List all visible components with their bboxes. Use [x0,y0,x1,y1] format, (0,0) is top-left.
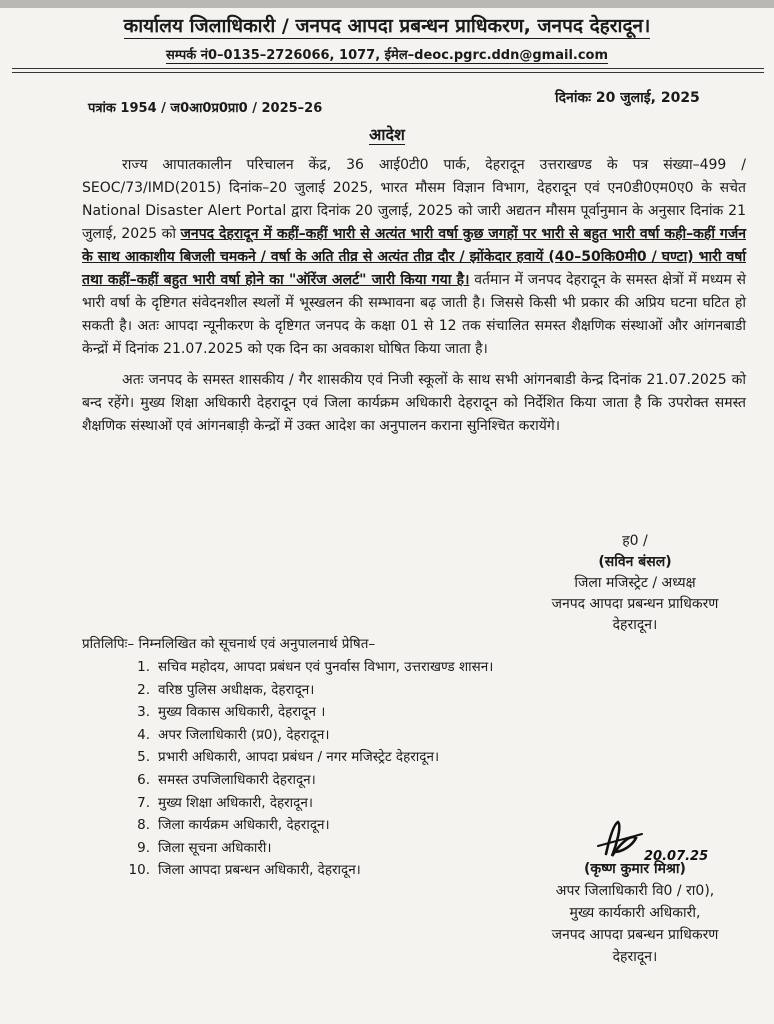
copy-to-item [120,769,493,792]
copy-to-item [120,656,493,679]
copy-to-item [120,701,493,724]
copy-to-item [120,792,493,815]
screen-top-strip [0,0,774,8]
adm-designation: अपर जिलाधिकारी वि0 / रा0), [555,883,715,899]
copy-to-item-number: 7. [137,794,150,811]
copy-to-item-number: 3. [137,704,150,721]
copy-to-item-text: जिला सूचना अधिकारी। [158,839,272,856]
adm-role: मुख्य कार्यकारी अधिकारी, [569,905,701,921]
copy-to-item-text: वरिष्ठ पुलिस अधीक्षक, देहरादून। [158,681,315,698]
copy-to-item-text: अपर जिलाधिकारी (प्र0), देहरादून। [158,726,330,743]
signature-block-adm [520,858,750,968]
paragraph-2: अतः जनपद के समस्त शासकीय / गैर शासकीय एवं निजी स्कूलों के साथ सभी आंगनबाडी केन्द्र दिनांक 21.07.2025 को बन्द रहेंगे। मुख्य शिक्षा अधिकारी देहरादून एवं जिला कार्यक्रम अधिकारी देहरादून को निर्देशित किया जाता है कि उपरोक्त समस्त शैक्षणिक संस्थाओं एवं आंगनबाड़ी केन्द्रों में उक्त आदेश का अनुपालन कराना सुनिश्चित करायेंगे। [82,372,746,434]
copy-to-item-number: 1. [137,659,150,675]
copy-to-item-text: प्रभारी अधिकारी, आपदा प्रबंधन / नगर मजिस्ट्रेट देहरादून। [158,749,440,766]
signed-mark: ह0 / [622,533,648,549]
letter-date: दिनांकः 20 जुलाई, 2025 [555,90,700,106]
contact-line: सम्पर्क नं0–0135–2726066, 1077, ईमेल–deoc.pgrc.ddn@gmail.com [165,48,609,63]
copy-to-item [120,837,493,860]
signature-block-dm [520,531,750,636]
order-title: आदेश [369,125,405,144]
adm-org: जनपद आपदा प्रबन्धन प्राधिकरण [551,927,719,943]
copy-to-item-number: 10. [128,862,150,879]
signature-date: 20.07.25 [644,849,709,864]
adm-place: देहरादून। [612,949,658,965]
copy-to-item [120,859,493,882]
header-divider [12,68,764,69]
copy-to-item-number: 5. [137,749,150,766]
copy-to-item-text: समस्त उपजिलाधिकारी देहरादून। [158,771,316,788]
orange-alert-highlight: जनपद देहरादून में कहीं–कहीं भारी से अत्यंत भारी वर्षा कुछ जगहों पर भारी से बहुत भारी वर्षा कही–कहीं गर्जन के साथ आकाशीय बिजली चमकने / वर्षा के अति तीव्र से अत्यंत तीव्र दौर / झोंकेदार हवायें (40–50कि0मी0 / घण्टा) भारी वर्षा तथा कहीं–कहीं बहुत भारी वर्षा होने का "ऑरेंज अलर्ट" जारी किया गया है। [82,226,746,288]
copy-to-item-text: जिला कार्यक्रम अधिकारी, देहरादून। [158,817,330,834]
copy-to-item [120,746,493,769]
paragraph-1: राज्य आपातकालीन परिचालन केंद्र, 36 आई0टी0 पार्क, देहरादून उत्तराखण्ड के पत्र संख्या–499 / SEOC/73/IMD(2015) दिनांक–20 जुलाई 2025, भारत मौसम विज्ञान विभाग, देहरादून एवं एन0डी0एम0ए0 के सचेत National Disaster Alert Portal द्वारा दिनांक 20 जुलाई, 2025 को जारी अद्यतन मौसम पूर्वानुमान के अनुसार दिनांक 21 जुलाई, 2025 को जनपद देहरादून में कहीं–कहीं भारी से अत्यंत भारी वर्षा कुछ जगहों पर भारी से बहुत भारी वर्षा कही–कहीं गर्जन के साथ आकाशीय बिजली चमकने / वर्षा के अति तीव्र से अत्यंत तीव्र दौर / झोंकेदार हवायें (40–50कि0मी0 / घण्टा) भारी वर्षा तथा कहीं–कहीं बहुत भारी वर्षा होने का "ऑरेंज अलर्ट" जारी किया गया है। वर्तमान में जनपद देहरादून के समस्त क्षेत्रों में मध्यम से भारी वर्षा के दृष्टिगत संवेदनशील स्थलों में भूस्खलन की सम्भावना बढ़ जाती है। जिससे किसी भी प्रकार की अप्रिय घटना घटित हो सकती है। अतः आपदा न्यूनीकरण के दृष्टिगत जनपद के कक्षा 01 से 12 तक संचालित समस्त शैक्षणिक संस्थाओं और आंगनबाडी केन्द्रों में दिनांक 21.07.2025 को एक दिन का अवकाश घोषित किया जाता है। [82,157,746,357]
header-divider-second [12,72,764,73]
copy-to-item-text: मुख्य विकास अधिकारी, देहरादून । [158,704,326,721]
copy-to-item-text: जिला आपदा प्रबन्धन अधिकारी, देहरादून। [158,862,361,879]
signatory-name: (सविन बंसल) [598,554,672,570]
copy-to-item-number: 9. [137,839,150,856]
adm-name: (कृष्ण कुमार मिश्रा) [584,861,686,877]
signatory-org: जनपद आपदा प्रबन्धन प्राधिकरण [551,596,719,612]
office-header: कार्यालय जिलाधिकारी / जनपद आपदा प्रबन्धन प्राधिकरण, जनपद देहरादून। [123,15,651,37]
copy-to-list [120,656,493,882]
copy-to-item [120,679,493,702]
signatory-designation: जिला मजिस्ट्रेट / अध्यक्ष [574,575,696,591]
copy-to-label: प्रतिलिपिः– निम्नलिखित को सूचनार्थ एवं अनुपालनार्थ प्रेषित– [82,636,376,652]
copy-to-item [120,724,493,747]
letter-number: पत्रांक 1954 / ज0आ0प्र0प्रा0 / 2025–26 [88,101,323,116]
copy-to-item-number: 6. [137,771,150,788]
order-document [0,8,774,1024]
order-body [82,154,746,446]
copy-to-item [120,814,493,837]
copy-to-item-number: 4. [137,726,150,743]
copy-to-item-number: 2. [137,681,150,698]
copy-to-item-number: 8. [137,817,150,834]
copy-to-item-text: सचिव महोदय, आपदा प्रबंधन एवं पुनर्वास विभाग, उत्तराखण्ड शासन। [158,659,494,675]
signatory-place: देहरादून। [612,617,658,633]
copy-to-item-text: मुख्य शिक्षा अधिकारी, देहरादून। [158,794,313,811]
